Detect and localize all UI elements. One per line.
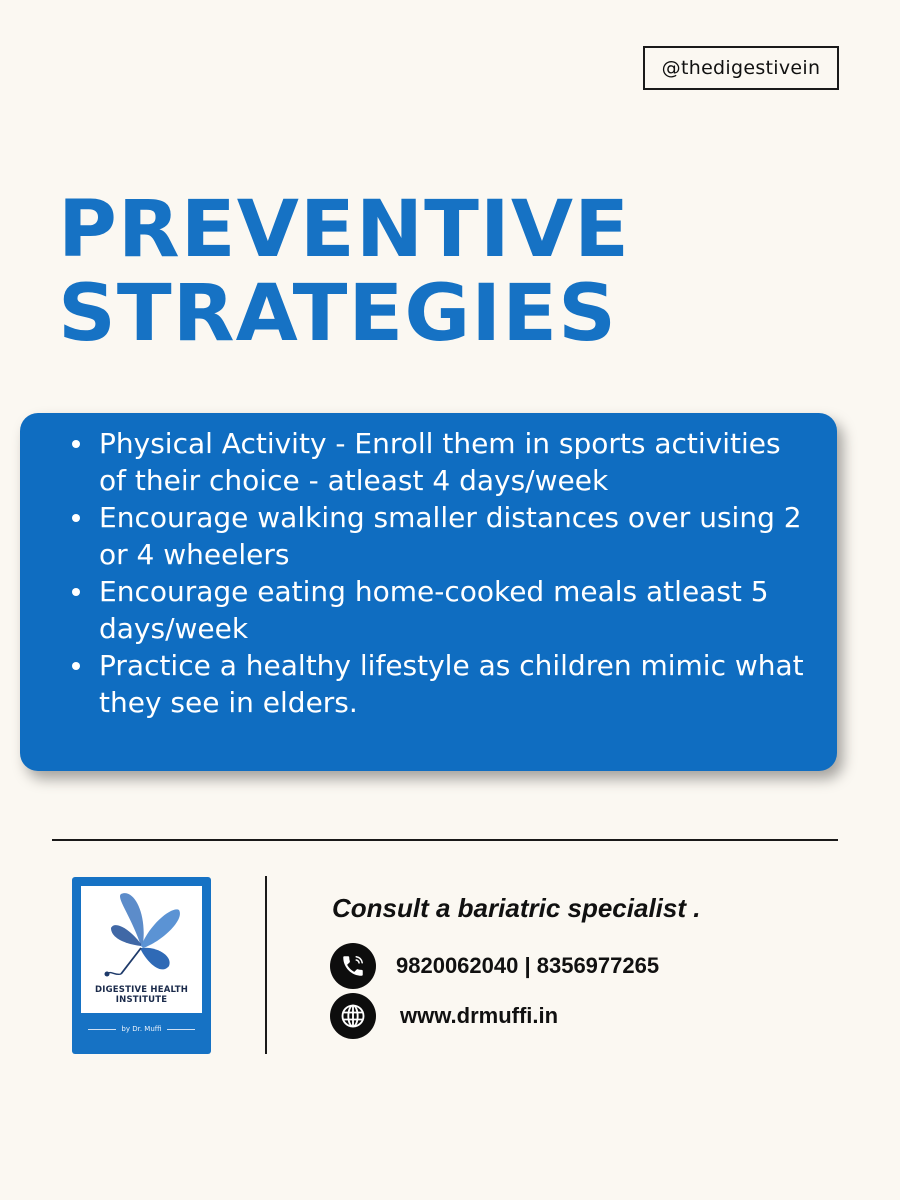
institute-logo xyxy=(72,877,211,1054)
butterfly-icon xyxy=(81,886,202,990)
strategies-card xyxy=(20,413,837,771)
logo-name-line-2: INSTITUTE xyxy=(115,995,168,1005)
strategies-list xyxy=(70,425,807,721)
list-item: Encourage walking smaller distances over using 2 or 4 wheelers xyxy=(99,499,807,573)
website-link[interactable]: www.drmuffi.in xyxy=(400,1003,559,1028)
social-handle: @thedigestivein xyxy=(643,46,839,90)
logo-caption xyxy=(72,985,211,1005)
title-line-2: STRATEGIES xyxy=(58,269,618,359)
title-line-1: PREVENTIVE xyxy=(58,185,630,275)
logo-byline: by Dr. Muffi xyxy=(72,1025,211,1033)
phone-icon xyxy=(330,943,376,989)
list-item: Physical Activity - Enroll them in sports activities of their choice - atleast 4 days/week xyxy=(99,425,807,499)
list-item: Practice a healthy lifestyle as children mimic what they see in elders. xyxy=(99,647,807,721)
phone-numbers[interactable]: 9820062040 | 8356977265 xyxy=(396,953,660,978)
divider-horizontal xyxy=(52,839,838,841)
logo-name-line-1: DIGESTIVE HEALTH xyxy=(94,985,189,995)
consult-heading: Consult a bariatric specialist . xyxy=(332,893,701,923)
page-title xyxy=(58,185,630,359)
globe-icon xyxy=(330,993,376,1039)
divider-vertical xyxy=(265,876,267,1054)
website-row xyxy=(330,993,558,1039)
list-item: Encourage eating home-cooked meals atleast 5 days/week xyxy=(99,573,807,647)
phone-row xyxy=(330,943,659,989)
